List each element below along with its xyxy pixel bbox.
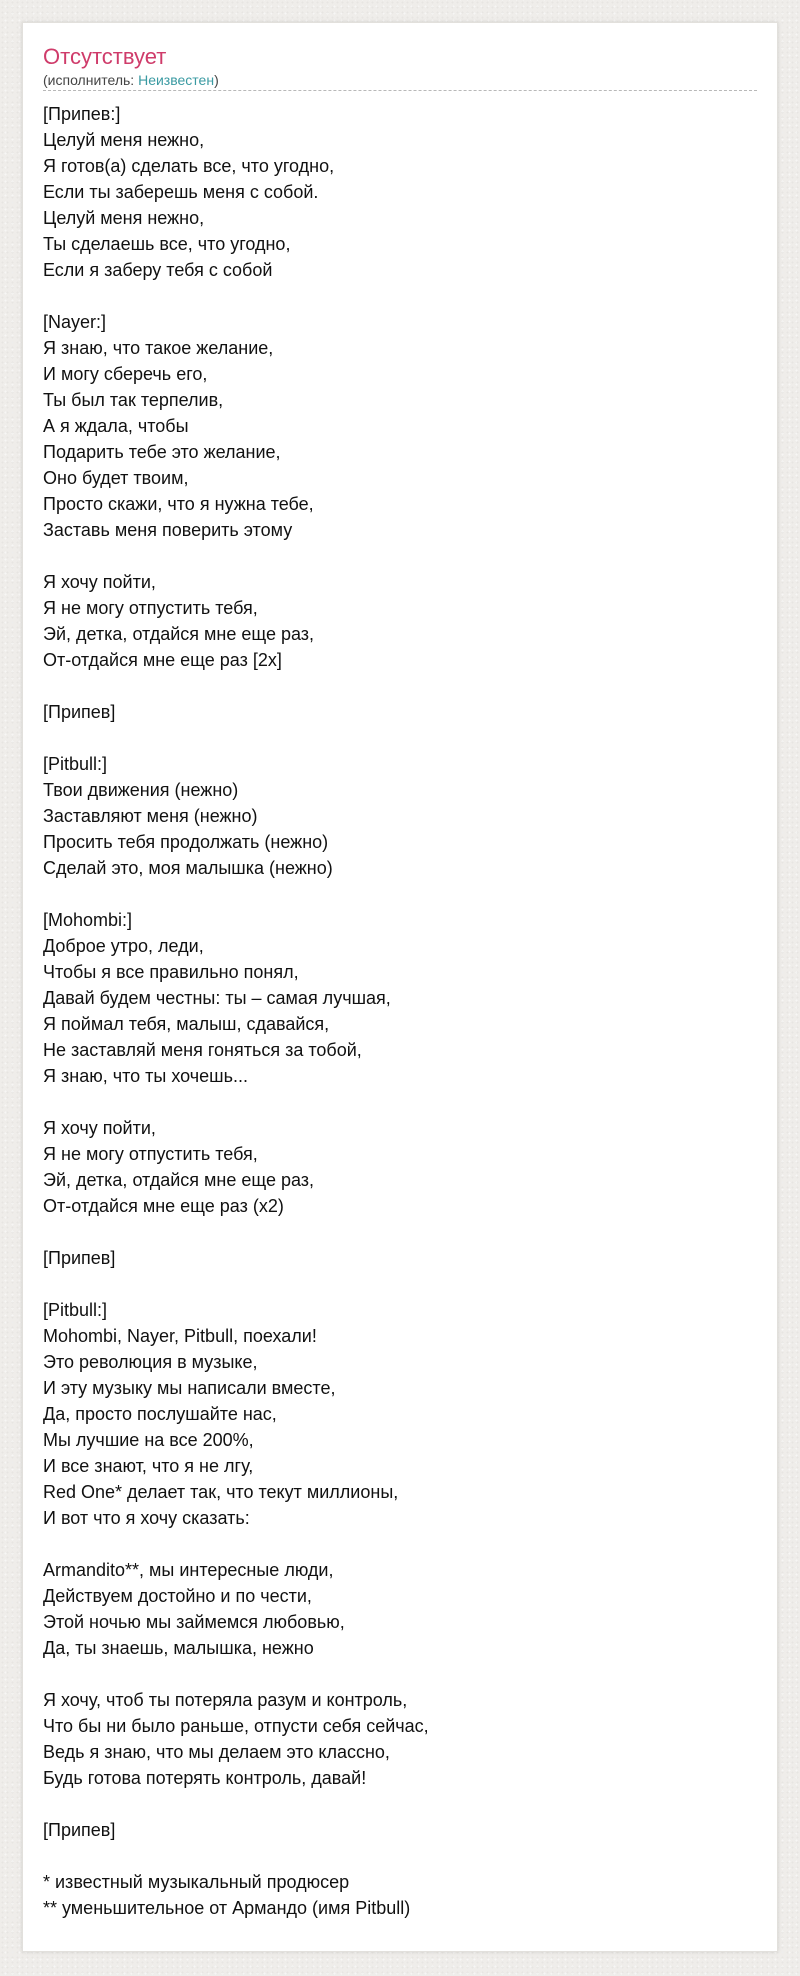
lyrics-line: Сделай это, моя малышка (нежно): [43, 858, 333, 878]
lyrics-line: [Pitbull:]: [43, 1300, 108, 1320]
lyrics-line: Эй, детка, отдайся мне еще раз,: [43, 624, 315, 644]
lyrics-line: * известный музыкальный продюсер: [43, 1872, 350, 1892]
lyrics-line: [Припев:]: [43, 104, 121, 124]
lyrics-line: Эй, детка, отдайся мне еще раз,: [43, 1170, 315, 1190]
lyrics-line: И все знают, что я не лгу,: [43, 1456, 254, 1476]
lyrics-line: От-отдайся мне еще раз [2x]: [43, 650, 282, 670]
lyrics-line: [Припев]: [43, 1820, 116, 1840]
lyrics-line: Мы лучшие на все 200%,: [43, 1430, 254, 1450]
lyrics-line: Armandito**, мы интересные люди,: [43, 1560, 334, 1580]
lyrics-line: Я хочу пойти,: [43, 572, 156, 592]
lyrics-line: Ты был так терпелив,: [43, 390, 224, 410]
lyrics-line: Просить тебя продолжать (нежно): [43, 832, 329, 852]
lyrics-blank-line: [43, 673, 757, 699]
lyrics-line: Если я заберу тебя с собой: [43, 260, 273, 280]
lyrics-blank-line: [43, 1791, 757, 1817]
lyrics-blank-line: [43, 1531, 757, 1557]
lyrics-line: Давай будем честны: ты – самая лучшая,: [43, 988, 391, 1008]
artist-line: [43, 71, 757, 91]
lyrics-line: Заставь меня поверить этому: [43, 520, 293, 540]
lyrics-body: [43, 101, 757, 1921]
lyrics-line: Ведь я знаю, что мы делаем это классно,: [43, 1742, 390, 1762]
lyrics-line: Действуем достойно и по чести,: [43, 1586, 312, 1606]
lyrics-card: [22, 22, 778, 1952]
lyrics-blank-line: [43, 1271, 757, 1297]
lyrics-line: Просто скажи, что я нужна тебе,: [43, 494, 314, 514]
lyrics-line: Если ты заберешь меня с собой.: [43, 182, 319, 202]
lyrics-line: Этой ночью мы займемся любовью,: [43, 1612, 345, 1632]
lyrics-line: Заставляют меня (нежно): [43, 806, 258, 826]
lyrics-line: Целуй меня нежно,: [43, 208, 205, 228]
lyrics-blank-line: [43, 1843, 757, 1869]
lyrics-line: И эту музыку мы написали вместе,: [43, 1378, 336, 1398]
lyrics-blank-line: [43, 1661, 757, 1687]
lyrics-line: Я знаю, что такое желание,: [43, 338, 274, 358]
lyrics-blank-line: [43, 725, 757, 751]
lyrics-line: Целуй меня нежно,: [43, 130, 205, 150]
lyrics-line: [Mohombi:]: [43, 910, 133, 930]
lyrics-line: Я не могу отпустить тебя,: [43, 1144, 258, 1164]
lyrics-line: Чтобы я все правильно понял,: [43, 962, 299, 982]
lyrics-line: [Nayer:]: [43, 312, 107, 332]
lyrics-line: Я готов(а) сделать все, что угодно,: [43, 156, 335, 176]
lyrics-line: А я ждала, чтобы: [43, 416, 189, 436]
lyrics-line: Я хочу, чтоб ты потеряла разум и контроль,: [43, 1690, 408, 1710]
lyrics-blank-line: [43, 283, 757, 309]
lyrics-line: Да, ты знаешь, малышка, нежно: [43, 1638, 314, 1658]
artist-link[interactable]: Неизвестен: [138, 72, 215, 88]
lyrics-line: И вот что я хочу сказать:: [43, 1508, 250, 1528]
lyrics-line: Доброе утро, леди,: [43, 936, 204, 956]
lyrics-blank-line: [43, 881, 757, 907]
lyrics-line: И могу сберечь его,: [43, 364, 208, 384]
lyrics-blank-line: [43, 1089, 757, 1115]
artist-suffix: ): [214, 72, 219, 88]
artist-prefix: (исполнитель:: [43, 72, 139, 88]
lyrics-line: Да, просто послушайте нас,: [43, 1404, 277, 1424]
lyrics-line: Я поймал тебя, малыш, сдавайся,: [43, 1014, 330, 1034]
lyrics-line: Mohombi, Nayer, Pitbull, поехали!: [43, 1326, 317, 1346]
lyrics-line: Что бы ни было раньше, отпусти себя сейчас,: [43, 1716, 429, 1736]
lyrics-line: Это революция в музыке,: [43, 1352, 258, 1372]
lyrics-line: Не заставляй меня гоняться за тобой,: [43, 1040, 362, 1060]
lyrics-line: От-отдайся мне еще раз (x2): [43, 1196, 284, 1216]
lyrics-line: Я не могу отпустить тебя,: [43, 598, 258, 618]
lyrics-line: [Припев]: [43, 1248, 116, 1268]
lyrics-line: Подарить тебе это желание,: [43, 442, 281, 462]
lyrics-line: [Pitbull:]: [43, 754, 108, 774]
lyrics-line: Твои движения (нежно): [43, 780, 239, 800]
lyrics-line: Ты сделаешь все, что угодно,: [43, 234, 291, 254]
lyrics-line: [Припев]: [43, 702, 116, 722]
lyrics-blank-line: [43, 1219, 757, 1245]
lyrics-blank-line: [43, 543, 757, 569]
lyrics-line: Я знаю, что ты хочешь...: [43, 1066, 248, 1086]
lyrics-line: Red One* делает так, что текут миллионы,: [43, 1482, 399, 1502]
lyrics-line: ** уменьшительное от Армандо (имя Pitbull): [43, 1898, 411, 1918]
lyrics-line: Будь готова потерять контроль, давай!: [43, 1768, 367, 1788]
lyrics-line: Я хочу пойти,: [43, 1118, 156, 1138]
lyrics-line: Оно будет твоим,: [43, 468, 189, 488]
song-title: Отсутствует: [43, 44, 167, 69]
